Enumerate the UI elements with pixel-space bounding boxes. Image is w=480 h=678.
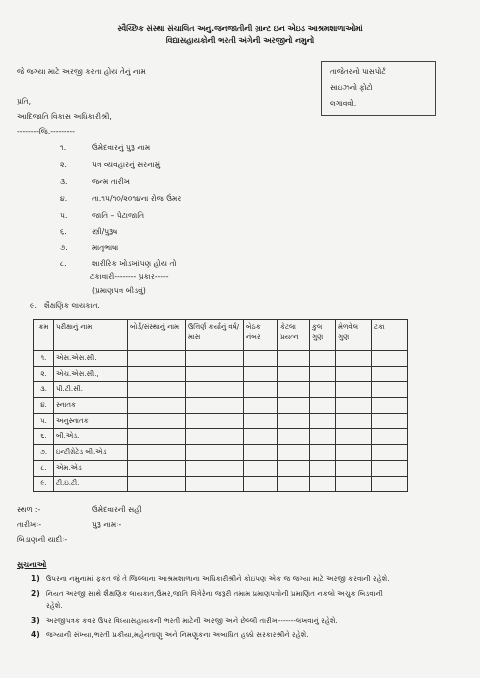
percent-cell[interactable]	[372, 460, 408, 476]
field-number: ૧.	[60, 143, 67, 152]
year-cell[interactable]	[186, 351, 244, 367]
table-row	[34, 445, 408, 461]
table-row	[34, 351, 408, 367]
seat-cell[interactable]	[244, 460, 278, 476]
table-row	[34, 429, 408, 445]
board-cell[interactable]	[128, 413, 186, 429]
photo-box-line-3: લગાવવો.	[330, 99, 357, 108]
board-cell[interactable]	[128, 366, 186, 382]
row-number: ૯.	[34, 476, 54, 492]
field-number: ૫.	[60, 211, 68, 220]
row-number: ૬.	[34, 429, 54, 445]
year-cell[interactable]	[186, 413, 244, 429]
exam-name: ઇન્ટીગ્રેટેડ બી.એડ	[54, 445, 128, 461]
education-number: ૯.	[30, 301, 37, 310]
attempts-cell[interactable]	[278, 413, 310, 429]
percent-cell[interactable]	[372, 351, 408, 367]
obtained-marks-cell[interactable]	[336, 398, 372, 414]
row-number: ૨.	[34, 366, 54, 382]
notes-title: સુચનાઓ	[17, 560, 47, 569]
board-cell[interactable]	[128, 476, 186, 492]
full-name-label: પુરૂ નામઃ-	[92, 520, 122, 529]
obtained-marks-cell[interactable]	[336, 366, 372, 382]
address-to: પ્રતિ,	[17, 97, 32, 106]
year-cell[interactable]	[186, 476, 244, 492]
note-number: 2)	[31, 589, 40, 598]
board-cell[interactable]	[128, 429, 186, 445]
exam-name: ટી.ઇ.ટી.	[54, 476, 128, 492]
photo-box-line-2: સાઇઝનો ફોટો	[330, 83, 373, 92]
field-number: ૩.	[60, 177, 68, 186]
note-number: 4)	[31, 630, 40, 639]
field-label: શારીરિક ખોડખાંપણ હોય તો	[92, 259, 177, 268]
seat-cell[interactable]	[244, 351, 278, 367]
attempts-cell[interactable]	[278, 476, 310, 492]
board-cell[interactable]	[128, 445, 186, 461]
percent-cell[interactable]	[372, 476, 408, 492]
percent-cell[interactable]	[372, 366, 408, 382]
education-title: શૈક્ષણિક લાયકાત.	[44, 301, 100, 310]
column-header: કેટલા પ્રયત્ન	[278, 320, 310, 351]
seat-cell[interactable]	[244, 382, 278, 398]
attempts-cell[interactable]	[278, 351, 310, 367]
post-name-line: જે જગ્યા માટે અરજી કરતા હોય તેનું નામ	[17, 67, 146, 76]
exam-name: બી.એડ.	[54, 429, 128, 445]
year-cell[interactable]	[186, 429, 244, 445]
year-cell[interactable]	[186, 445, 244, 461]
attempts-cell[interactable]	[278, 382, 310, 398]
place-label: સ્થળ :-	[17, 505, 41, 514]
seat-cell[interactable]	[244, 366, 278, 382]
percent-cell[interactable]	[372, 413, 408, 429]
attempts-cell[interactable]	[278, 429, 310, 445]
percent-cell[interactable]	[372, 445, 408, 461]
year-cell[interactable]	[186, 460, 244, 476]
address-district: --------જિ.---------	[17, 127, 75, 136]
total-marks-cell[interactable]	[310, 476, 336, 492]
seat-cell[interactable]	[244, 398, 278, 414]
candidate-signature-label: ઉમેદવારની સહી	[92, 505, 142, 514]
row-number: ૩.	[34, 382, 54, 398]
disability-percent-type: ટકાવારી-------- પ્રકાર-----	[90, 272, 169, 281]
board-cell[interactable]	[128, 398, 186, 414]
column-header: ટકા	[372, 320, 408, 351]
note-number: 1)	[31, 574, 40, 583]
seat-cell[interactable]	[244, 429, 278, 445]
total-marks-cell[interactable]	[310, 351, 336, 367]
photo-box-line-1: તાજેતરનો પાસપોર્ટ	[330, 67, 386, 76]
total-marks-cell[interactable]	[310, 398, 336, 414]
year-cell[interactable]	[186, 382, 244, 398]
table-header-row	[34, 320, 408, 351]
obtained-marks-cell[interactable]	[336, 445, 372, 461]
percent-cell[interactable]	[372, 382, 408, 398]
obtained-marks-cell[interactable]	[336, 429, 372, 445]
column-header: પરીક્ષાનું નામ	[54, 320, 128, 351]
exam-name: પી.ટી.સી.	[54, 382, 128, 398]
column-header: બોર્ડ/સંસ્થાનું નામ	[128, 320, 186, 351]
obtained-marks-cell[interactable]	[336, 476, 372, 492]
photo-box	[321, 61, 436, 116]
table-row	[34, 366, 408, 382]
attempts-cell[interactable]	[278, 398, 310, 414]
column-header: ક્રમ	[34, 320, 54, 351]
exam-name: એચ.એસ.સી.,	[54, 366, 128, 382]
header-line-1: સ્વૈચ્છિક સંસ્થા સંચાલિત અનુ.જનજાતીની ગ્રાન્ટ ઇન એઇડ આશ્રમશાળાઓમાં	[117, 24, 363, 33]
field-number: ૮.	[60, 259, 67, 268]
total-marks-cell[interactable]	[310, 382, 336, 398]
row-number: ૧.	[34, 351, 54, 367]
field-number: ૪.	[60, 194, 68, 203]
total-marks-cell[interactable]	[310, 366, 336, 382]
attempts-cell[interactable]	[278, 366, 310, 382]
board-cell[interactable]	[128, 351, 186, 367]
note-text: જગ્યાની સંખ્યા,ભરતી પ્રકીયા,મહેનતાણુ અને નિમણુકના અબાધિત હક્કો સરકારશ્રીને રહેશે.	[46, 630, 309, 639]
field-number: ૭.	[60, 243, 68, 252]
note-text: ઉપરના નમુનામાં ફકત જે તે જિલ્લાના આશ્રમશાળાના અધિકારીશ્રીને કોઇપણ એક જ જગ્યા માટે અરજી કરવાની રહેશે.	[46, 574, 390, 583]
note-text: નિયત અરજી સાથે શૈક્ષણિક લાયકાત,ઉંમર,જાતિ વિગેરેના જરૂરી તમામ પ્રમાણપત્રોની પ્રમાણિત નકલો અચુક બિડવાની	[46, 589, 383, 598]
seat-cell[interactable]	[244, 445, 278, 461]
board-cell[interactable]	[128, 460, 186, 476]
seat-cell[interactable]	[244, 476, 278, 492]
total-marks-cell[interactable]	[310, 429, 336, 445]
row-number: ૫.	[34, 413, 54, 429]
field-label: જન્મ તારીખ	[92, 177, 130, 186]
obtained-marks-cell[interactable]	[336, 460, 372, 476]
board-cell[interactable]	[128, 382, 186, 398]
year-cell[interactable]	[186, 366, 244, 382]
field-label: જાતિ – પેટાજાતિ	[92, 211, 145, 220]
obtained-marks-cell[interactable]	[336, 413, 372, 429]
qualification-table	[33, 319, 408, 492]
field-label: પત્ર વ્યવહારનું સરનામું	[92, 160, 161, 169]
seat-cell[interactable]	[244, 413, 278, 429]
column-header: કુલ ગુણ	[310, 320, 336, 351]
field-label: તા.૧૫/૧૦/૨૦૧૪ના રોજ ઉંમર	[92, 194, 182, 203]
field-label: સ્ત્રી/પુરૂષ	[92, 227, 118, 236]
table-row	[34, 413, 408, 429]
field-number: ૨.	[60, 160, 67, 169]
field-label: ઉમેદવારનું પુરૂ નામ	[92, 143, 151, 152]
exam-name: એમ.એડ	[54, 460, 128, 476]
table-row	[34, 460, 408, 476]
row-number: ૪.	[34, 398, 54, 414]
year-cell[interactable]	[186, 398, 244, 414]
certificate-note: (પ્રમાણપત્ર બીડવું)	[92, 286, 146, 295]
exam-name: સ્નાતક	[54, 398, 128, 414]
column-header: ઉત્તિર્ણ કર્યાનું વર્ષ/માસ	[186, 320, 244, 351]
field-label: માતૃભાષા	[92, 243, 119, 252]
note-text: રહેશે.	[46, 601, 63, 610]
enclosures-label: બિડાણની યાદીઃ-	[17, 535, 68, 544]
exam-name: એસ.એસ.સી.	[54, 351, 128, 367]
address-officer: આદિજાતિ વિકાસ અધિકારીશ્રી,	[17, 112, 112, 121]
percent-cell[interactable]	[372, 429, 408, 445]
field-number: ૬.	[60, 227, 67, 236]
exam-name: અનુસ્નાતક	[54, 413, 128, 429]
total-marks-cell[interactable]	[310, 460, 336, 476]
attempts-cell[interactable]	[278, 445, 310, 461]
obtained-marks-cell[interactable]	[336, 382, 372, 398]
obtained-marks-cell[interactable]	[336, 351, 372, 367]
date-label: તારીખઃ-	[17, 520, 42, 529]
column-header: મેળવેલ ગુણ	[336, 320, 372, 351]
row-number: ૮.	[34, 460, 54, 476]
attempts-cell[interactable]	[278, 460, 310, 476]
column-header: બેઠક નંબર	[244, 320, 278, 351]
note-text: અરજીપત્રક કવર ઉપર વિધ્યાસહાયકની ભરતી માટેની અરજી અને છેલ્લી તારીખ-------લખવાનું રહેશે.	[46, 616, 338, 625]
total-marks-cell[interactable]	[310, 445, 336, 461]
percent-cell[interactable]	[372, 398, 408, 414]
header-line-2: વિદ્યાસહાયકોની ભરતી અંગેની અરજીનો નમુનો	[165, 36, 315, 45]
table-row	[34, 476, 408, 492]
note-number: 3)	[31, 616, 40, 625]
table-row	[34, 382, 408, 398]
table-row	[34, 398, 408, 414]
row-number: ૭.	[34, 445, 54, 461]
total-marks-cell[interactable]	[310, 413, 336, 429]
